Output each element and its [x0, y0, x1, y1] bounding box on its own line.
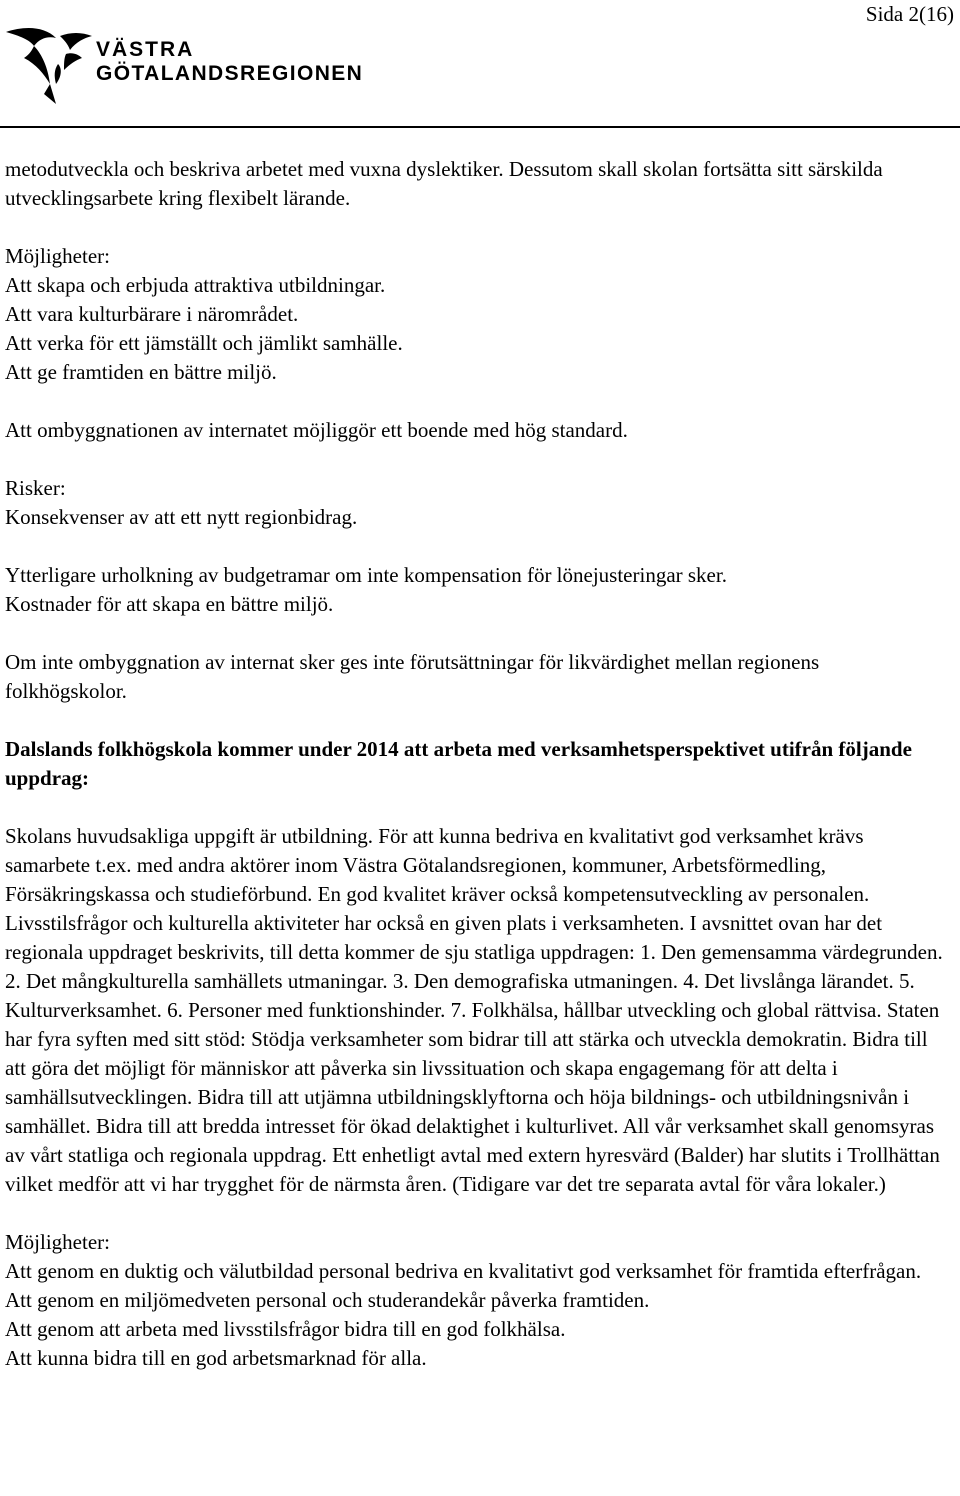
- opportunity-item: Att genom en duktig och välutbildad personal bedriva en kvalitativt god verksamhet för framtida efterfrågan.: [5, 1259, 922, 1283]
- logo-line-1: VÄSTRA: [96, 38, 195, 61]
- renovation-paragraph: Att ombyggnationen av internatet möjliggör ett boende med hög standard.: [5, 418, 628, 442]
- opportunity-item: Att vara kulturbärare i närområdet.: [5, 302, 299, 326]
- intro-paragraph: metodutveckla och beskriva arbetet med vuxna dyslektiker. Dessutom skall skolan fortsätta sitt särskilda utvecklingsarbete kring flexibelt lärande.: [5, 157, 883, 210]
- opportunity-item: Att verka för ett jämställt och jämlikt samhälle.: [5, 331, 403, 355]
- risk-item: Ytterligare urholkning av budgetramar om inte kompensation för lönejusteringar sker.: [5, 563, 727, 587]
- main-paragraph: Skolans huvudsakliga uppgift är utbildning. För att kunna bedriva en kvalitativt god verksamhet krävs samarbete t.ex. med andra aktörer inom Västra Götalandsregionen, kommuner, Arbetsförmedling, Försäkringskassa och studieförbund. En god kvalitet kräver också kompetensutveckling av personalen. Livsstilsfrågor och kulturella aktiviteter har också en given plats i verksamheten. I avsnittet ovan har det regionala uppdraget beskrivits, till detta kommer de sju statliga uppdragen: 1. Den gemensamma värdegrunden. 2. Det mångkulturella samhällets utmaningar. 3. Den demografiska utmaningen. 4. Det livslånga lärandet. 5. Kulturverksamhet. 6. Personer med funktionshinder. 7. Folkhälsa, hållbar utveckling och global rättvisa. Staten har fyra syften med sitt stöd: Stödja verksamheter som bidrar till att stärka och utveckla demokratin. Bidra till att göra det möjligt för människor att påverka sin livssituation och skapa engagemang för att delta i samhällsutvecklingen. Bidra till att utjämna utbildningsklyftorna och höja bildnings- och utbildningsnivån i samhället. Bidra till att bredda intresset för ökad delaktighet i kulturlivet. All vår verksamhet skall genomsyras av vårt statliga och regionala uppdrag. Ett enhetligt avtal med extern hyresvärd (Balder) har slutits i Trollhättan vilket medför att vi har trygghet för de närmsta åren. (Tidigare var det tre separata avtal för våra lokaler.): [5, 824, 943, 1196]
- organization-logo: [4, 24, 384, 108]
- vgr-logo-icon: [4, 24, 94, 108]
- opportunity-item: Att genom en miljömedveten personal och studerandekår påverka framtiden.: [5, 1288, 650, 1312]
- opportunity-item: Att skapa och erbjuda attraktiva utbildningar.: [5, 273, 386, 297]
- risks-heading: Risker:: [5, 476, 66, 500]
- section-heading: Dalslands folkhögskola kommer under 2014 att arbeta med verksamhetsperspektivet utifrån följande uppdrag:: [5, 737, 912, 790]
- header-divider: [0, 126, 960, 128]
- no-renovation-paragraph: Om inte ombyggnation av internat sker ges inte förutsättningar för likvärdighet mellan regionens folkhögskolor.: [5, 650, 820, 703]
- logo-line-2: GÖTALANDSREGIONEN: [96, 62, 364, 85]
- opportunity-item: Att ge framtiden en bättre miljö.: [5, 360, 277, 384]
- opportunities-heading: Möjligheter:: [5, 244, 110, 268]
- risk-item: Kostnader för att skapa en bättre miljö.: [5, 592, 334, 616]
- opportunities-heading: Möjligheter:: [5, 1230, 110, 1254]
- opportunity-item: Att genom att arbeta med livsstilsfrågor bidra till en god folkhälsa.: [5, 1317, 566, 1341]
- logo-wordmark: [96, 38, 363, 86]
- opportunity-item: Att kunna bidra till en god arbetsmarknad för alla.: [5, 1346, 427, 1370]
- risk-item: Konsekvenser av att ett nytt regionbidrag.: [5, 505, 358, 529]
- page-number: Sida 2(16): [865, 2, 954, 26]
- document-body: [5, 155, 945, 1373]
